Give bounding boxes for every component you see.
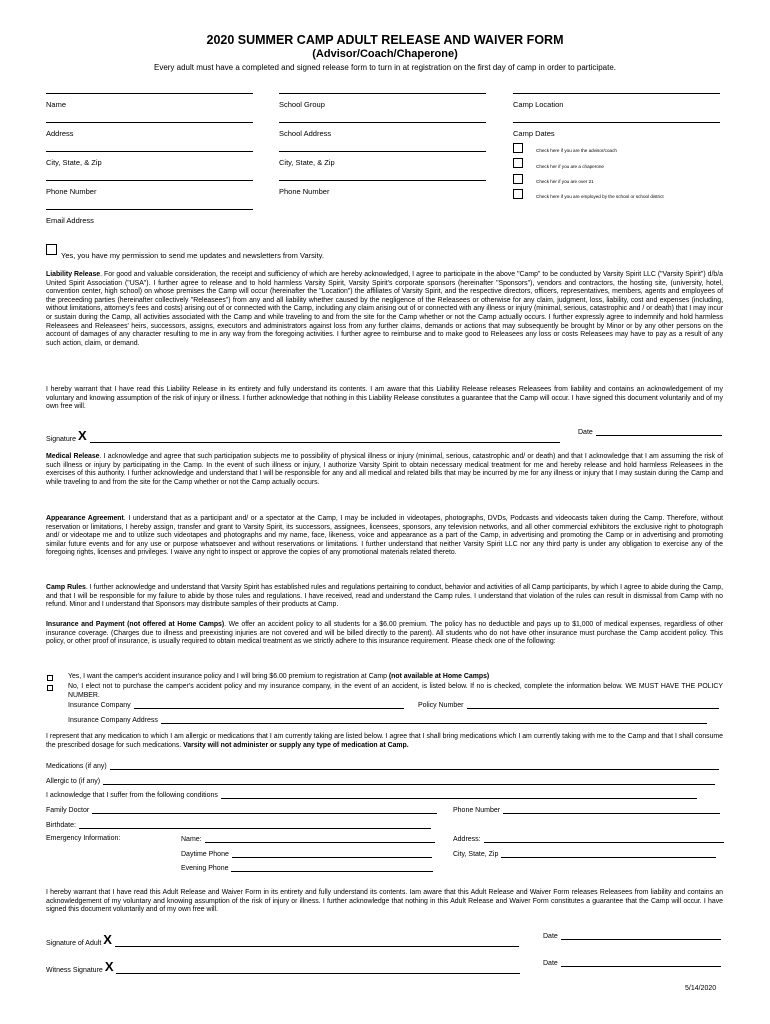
adult-date-label: Date (543, 933, 558, 940)
name-line[interactable] (46, 93, 253, 94)
employed-check-label: Check here if you are employed by the school or school district (536, 194, 664, 199)
em-day-phone-row (181, 850, 432, 858)
school-city-line[interactable] (279, 151, 486, 152)
liability-heading: Liability Release (46, 271, 101, 278)
insurance-heading: Insurance and Payment (not offered at Home Camps) (46, 621, 225, 628)
over21-check-label: Check her if you are over 21 (536, 179, 594, 184)
medical-heading: Medical Release (46, 453, 100, 460)
signature-x: X (77, 428, 87, 443)
city-line[interactable] (46, 151, 253, 152)
city-label: City, State, & Zip (46, 158, 102, 167)
em-day-phone-label: Daytime Phone (181, 851, 229, 858)
chaperone-checkbox[interactable] (513, 158, 523, 168)
insurance-yes-checkbox[interactable] (47, 675, 53, 681)
footer-date: 5/14/2020 (685, 985, 717, 992)
warrant-2: I hereby warrant that I have read this Adult Release and Waiver Form in its entirety and fully understand its contents. Iam aware that this Adult Release and Waiver Form releases Releasees from liability and contains an acknowledgement of my voluntary and knowing assumption of the risk of injury or illness. I further acknowledge that nothing in this Adult Release and Waiver Form constitutes a guarantee that the Camp will occur. I have signed this document voluntarily and of my own free will. (46, 889, 723, 914)
newsletter-checkbox[interactable] (46, 244, 57, 255)
school-city-label: City, State, & Zip (279, 158, 335, 167)
phone-line[interactable] (46, 180, 253, 181)
appearance-heading: Appearance Agreement (46, 515, 124, 522)
insurance-no-option: No, I elect not to purchase the camper's accident policy and my insurance company, in the event of an accident, is listed below. If no is checked, complete the information below. WE MUST HAVE THE POLICY NUMBER. (68, 683, 723, 699)
em-city-label: City, State, Zip (453, 851, 499, 858)
em-name-label: Name: (181, 836, 202, 843)
adult-signature-row (46, 932, 519, 947)
insurance-address-label: Insurance Company Address (68, 717, 158, 724)
appearance-agreement (46, 515, 723, 558)
doctor-phone-row (453, 806, 720, 814)
medical-text: . I acknowledge and agree that such participation subjects me to possibility of physical illness or injury (minimal, serious, catastrophic and/ or death) and that I acknowledge that I am assuming the risk of such illness or injury by participating in the Camp. In the event of such illness or injury, I authorize Varsity Spirit to obtain necessary medical treatment for me and hereby release and hold harmless Releasees in the exercises of this authority. I further acknowledge and understand that I will be responsible for any and all medical and related bills that may be incurred by me for any illness or injury that I may sustain during the Camp and while traveling to and from the site for the Camp whether or not the Camp actually occurs. (46, 453, 724, 486)
newsletter-label: Yes, you have my permission to send me updates and newsletters from Varsity. (61, 251, 324, 260)
birthdate-row (46, 821, 431, 829)
allergic-label: Allergic to (if any) (46, 778, 101, 785)
school-group-line[interactable] (279, 93, 486, 94)
adult-date-row (543, 932, 721, 940)
insurance-yes-text: Yes, I want the camper's accident insurance policy and I will bring $6.00 premium to registration at Camp (68, 673, 389, 680)
policy-number-line[interactable] (467, 701, 719, 709)
policy-number-label: Policy Number (418, 702, 464, 709)
school-phone-line[interactable] (279, 180, 486, 181)
liability-text: . For good and valuable consideration, the receipt and sufficiency of which are hereby acknowledged, I agree to participate in the above "Camp" to be conducted by Varsity Spirit LLC ("Varsity Spirit") d/b/a United Spirit Association ("USA"). I further agree to release and to hold harmless Varsity Spirit, Varsity Spirit's corporate sponsors (hereinafter "Sponsors"), vendors and contractors, the hosting site, (university, hotel, convention center, high school) on whose premises the Camp will occur (hereinafter the "Location") the affiliates of Varsity Spirit, and the respective directors, officers, representatives, members, agents and employees of the preceeding parties (hereinafter collectively "Releasees") from any and all liability whether caused by the negligence of the Releasees or otherwise for any claim, judgment, loss, liability, cost and expenses (including, without limitations, attorney's fees and costs) arising out of or connected with the Camp, including any claim arising out of or connected with any illness or injury (minimal, serious, catastrophic and / or death) that I may incur or sustain during the Camp, all activities associated with the Camp and while traveling to and from the site for the Camp whether or not the Camp actually occurs. I further expressly agree to indemnify and hold harmless Releasees and Releasees' heirs, successors, assigns, executors and administrators against loss from any further claims, demands or actions that may subsequently be brought by Minor or by any other persons on the account of damages of any character resulting to me in any way from the foregoing activities. I further agree to reimburse and to make good to Releasees any loss or costs Releasees may have to pay as a result of any such action, claim, or demand. (46, 271, 723, 347)
em-address-line[interactable] (484, 835, 724, 843)
liability-release (46, 271, 723, 348)
school-group-label: School Group (279, 100, 325, 109)
insurance-text: . We offer an accident policy to all students for a $6.00 premium. The policy has no deductible and pays up to $1,000 of medical expenses, regardless of other insurance coverage. (Charges due to illness and preexisting injuries are not covered and will be billed directly to the parent). All students who do not have other insurance must purchase the Camp accident policy. This policy, or other proof of insurance, is usually required to obtain medical treatment as we strictly adhere to this insurance requirement. Please check one of the following: (46, 621, 723, 646)
em-name-row (181, 835, 435, 843)
appearance-text: . I understand that as a participant and/ or a spectator at the Camp, I may be included in videotapes, photographs, DVDs, Podcasts and videocasts taken during the Camp. Therefore, without reservation or limitations, I hereby assign, transfer and grant to Varsity Spirit, its successors, assignees, licensees, sponsors, any television networks, and all other commercial exhibitors the exclusive right to photograph and/ or videotape me and to utilize such videotapes and photographs and my name, face, likeness, voice and appearance as a part of the Camp, in advertising and promoting the Camp or in advertising and promoting similar future events and for any use or purpose whatsoever and without reservations or limitations. I further understand that neither Varsity Spirit LLC nor any third party is under any obligation to exercise any of the foregoing rights, licenses and privileges. I waive any right to inspect or approve the copies of any promotional materials related thereto. (46, 515, 723, 557)
allergic-line[interactable] (103, 777, 715, 785)
advisor-check-label: Check here if you are the advisor/coach (536, 148, 617, 153)
medication-statement (46, 733, 723, 750)
camp-location-label: Camp Location (513, 100, 564, 109)
witness-date-line[interactable] (561, 959, 721, 967)
witness-signature-row (46, 959, 520, 974)
emergency-label: Emergency Information: (46, 835, 121, 842)
conditions-label: I acknowledge that I suffer from the following conditions (46, 792, 218, 799)
over21-checkbox[interactable] (513, 174, 523, 184)
form-title: 2020 SUMMER CAMP ADULT RELEASE AND WAIVER FORM (206, 33, 564, 47)
insurance-company-row (68, 701, 404, 709)
witness-signature-label: Witness Signature (46, 967, 103, 974)
doctor-row (46, 806, 437, 814)
conditions-line[interactable] (221, 791, 697, 799)
witness-date-label: Date (543, 960, 558, 967)
witness-signature-x: X (104, 959, 114, 974)
form-intro: Every adult must have a completed and signed release form to turn in at registration on the first day of camp in order to participate. (153, 63, 617, 72)
phone-label: Phone Number (46, 187, 97, 196)
policy-number-row (418, 701, 719, 709)
adult-signature-line[interactable] (115, 939, 519, 947)
doctor-label: Family Doctor (46, 807, 90, 814)
school-address-label: School Address (279, 129, 332, 138)
insurance-company-label: Insurance Company (68, 702, 131, 709)
medication-bold: Varsity will not administer or supply any type of medication at Camp. (183, 741, 409, 749)
advisor-checkbox[interactable] (513, 143, 523, 153)
adult-signature-label: Signature of Adult (46, 940, 102, 947)
rules-text: . I further acknowledge and understand that Varsity Spirit has established rules and regulations pertaining to conduct, behavior and activities of all Camp participants, by which I agree to abide during the Camp, and that I will be responsible for my failure to abide by those rules and regulations. I have received, read and understand the Camp rules. I understand that violation of the rules can result in dismissal from Camp with no refund. Minor and I understand that Sponsors may distribute samples of their products at Camp. (46, 584, 723, 609)
camp-rules (46, 584, 723, 610)
em-address-label: Address: (453, 836, 481, 843)
doctor-phone-label: Phone Number (453, 807, 501, 814)
address-line[interactable] (46, 122, 253, 123)
signature-date-row (578, 428, 722, 436)
warrant-1: I hereby warrant that I have read this Liability Release in its entirety and fully understand its contents. I am aware that this Liability Release releases Releasees from liability and contains an acknowledgement of my voluntary and knowing assumption of the risk of injury or illness. I further acknowledge that nothing in this Liability Release constitutes a guarantee that the Camp will occur. I have signed this document voluntarily and of my own free will. (46, 386, 723, 411)
rules-heading: Camp Rules (46, 584, 86, 591)
doctor-line[interactable] (92, 806, 437, 814)
medications-line[interactable] (110, 762, 719, 770)
medications-label: Medications (if any) (46, 763, 107, 770)
witness-signature-line[interactable] (116, 966, 520, 974)
camp-dates-label: Camp Dates (513, 129, 555, 138)
email-line[interactable] (46, 209, 253, 210)
signature-date-label: Date (578, 429, 593, 436)
signature-date-line[interactable] (596, 428, 722, 436)
employed-checkbox[interactable] (513, 189, 523, 199)
medical-release (46, 453, 723, 487)
signature-label: Signature (46, 436, 76, 443)
conditions-row (46, 791, 697, 799)
school-phone-label: Phone Number (279, 187, 330, 196)
em-eve-phone-line[interactable] (231, 864, 433, 872)
camp-location-line[interactable] (513, 93, 720, 94)
insurance-payment (46, 621, 723, 647)
form-subtitle: (Advisor/Coach/Chaperone) (312, 48, 458, 60)
adult-date-line[interactable] (561, 932, 721, 940)
birthdate-label: Birthdate: (46, 822, 76, 829)
allergic-row (46, 777, 715, 785)
doctor-phone-line[interactable] (503, 806, 720, 814)
camp-dates-line[interactable] (513, 122, 720, 123)
school-address-line[interactable] (279, 122, 486, 123)
birthdate-line[interactable] (79, 821, 431, 829)
address-label: Address (46, 129, 74, 138)
insurance-company-line[interactable] (134, 701, 404, 709)
em-day-phone-line[interactable] (232, 850, 432, 858)
em-address-row (453, 835, 724, 843)
insurance-address-line[interactable] (161, 716, 707, 724)
em-eve-phone-label: Evening Phone (181, 865, 229, 872)
signature-row (46, 428, 560, 443)
insurance-no-checkbox[interactable] (47, 685, 53, 691)
witness-date-row (543, 959, 721, 967)
medication-text: I represent that any medication to which I am allergic or medications that I am currently taking are listed below. I agree that I shall bring medications which I am currently taking with me to the Camp and that I shall consume the prescribed dosage for such medications. (46, 733, 723, 749)
signature-line[interactable] (90, 435, 560, 443)
insurance-address-row (68, 716, 707, 724)
medications-row (46, 762, 719, 770)
insurance-yes-bold: (not available at Home Camps) (388, 673, 490, 680)
adult-signature-x: X (103, 932, 112, 947)
name-label: Name (46, 100, 67, 109)
em-city-line[interactable] (501, 850, 716, 858)
em-eve-phone-row (181, 864, 433, 872)
insurance-yes-option (68, 673, 718, 682)
em-name-line[interactable] (205, 835, 435, 843)
em-city-row (453, 850, 716, 858)
chaperone-check-label: Check her if you are a chaperone (536, 164, 604, 169)
email-label: Email Address (46, 216, 94, 225)
